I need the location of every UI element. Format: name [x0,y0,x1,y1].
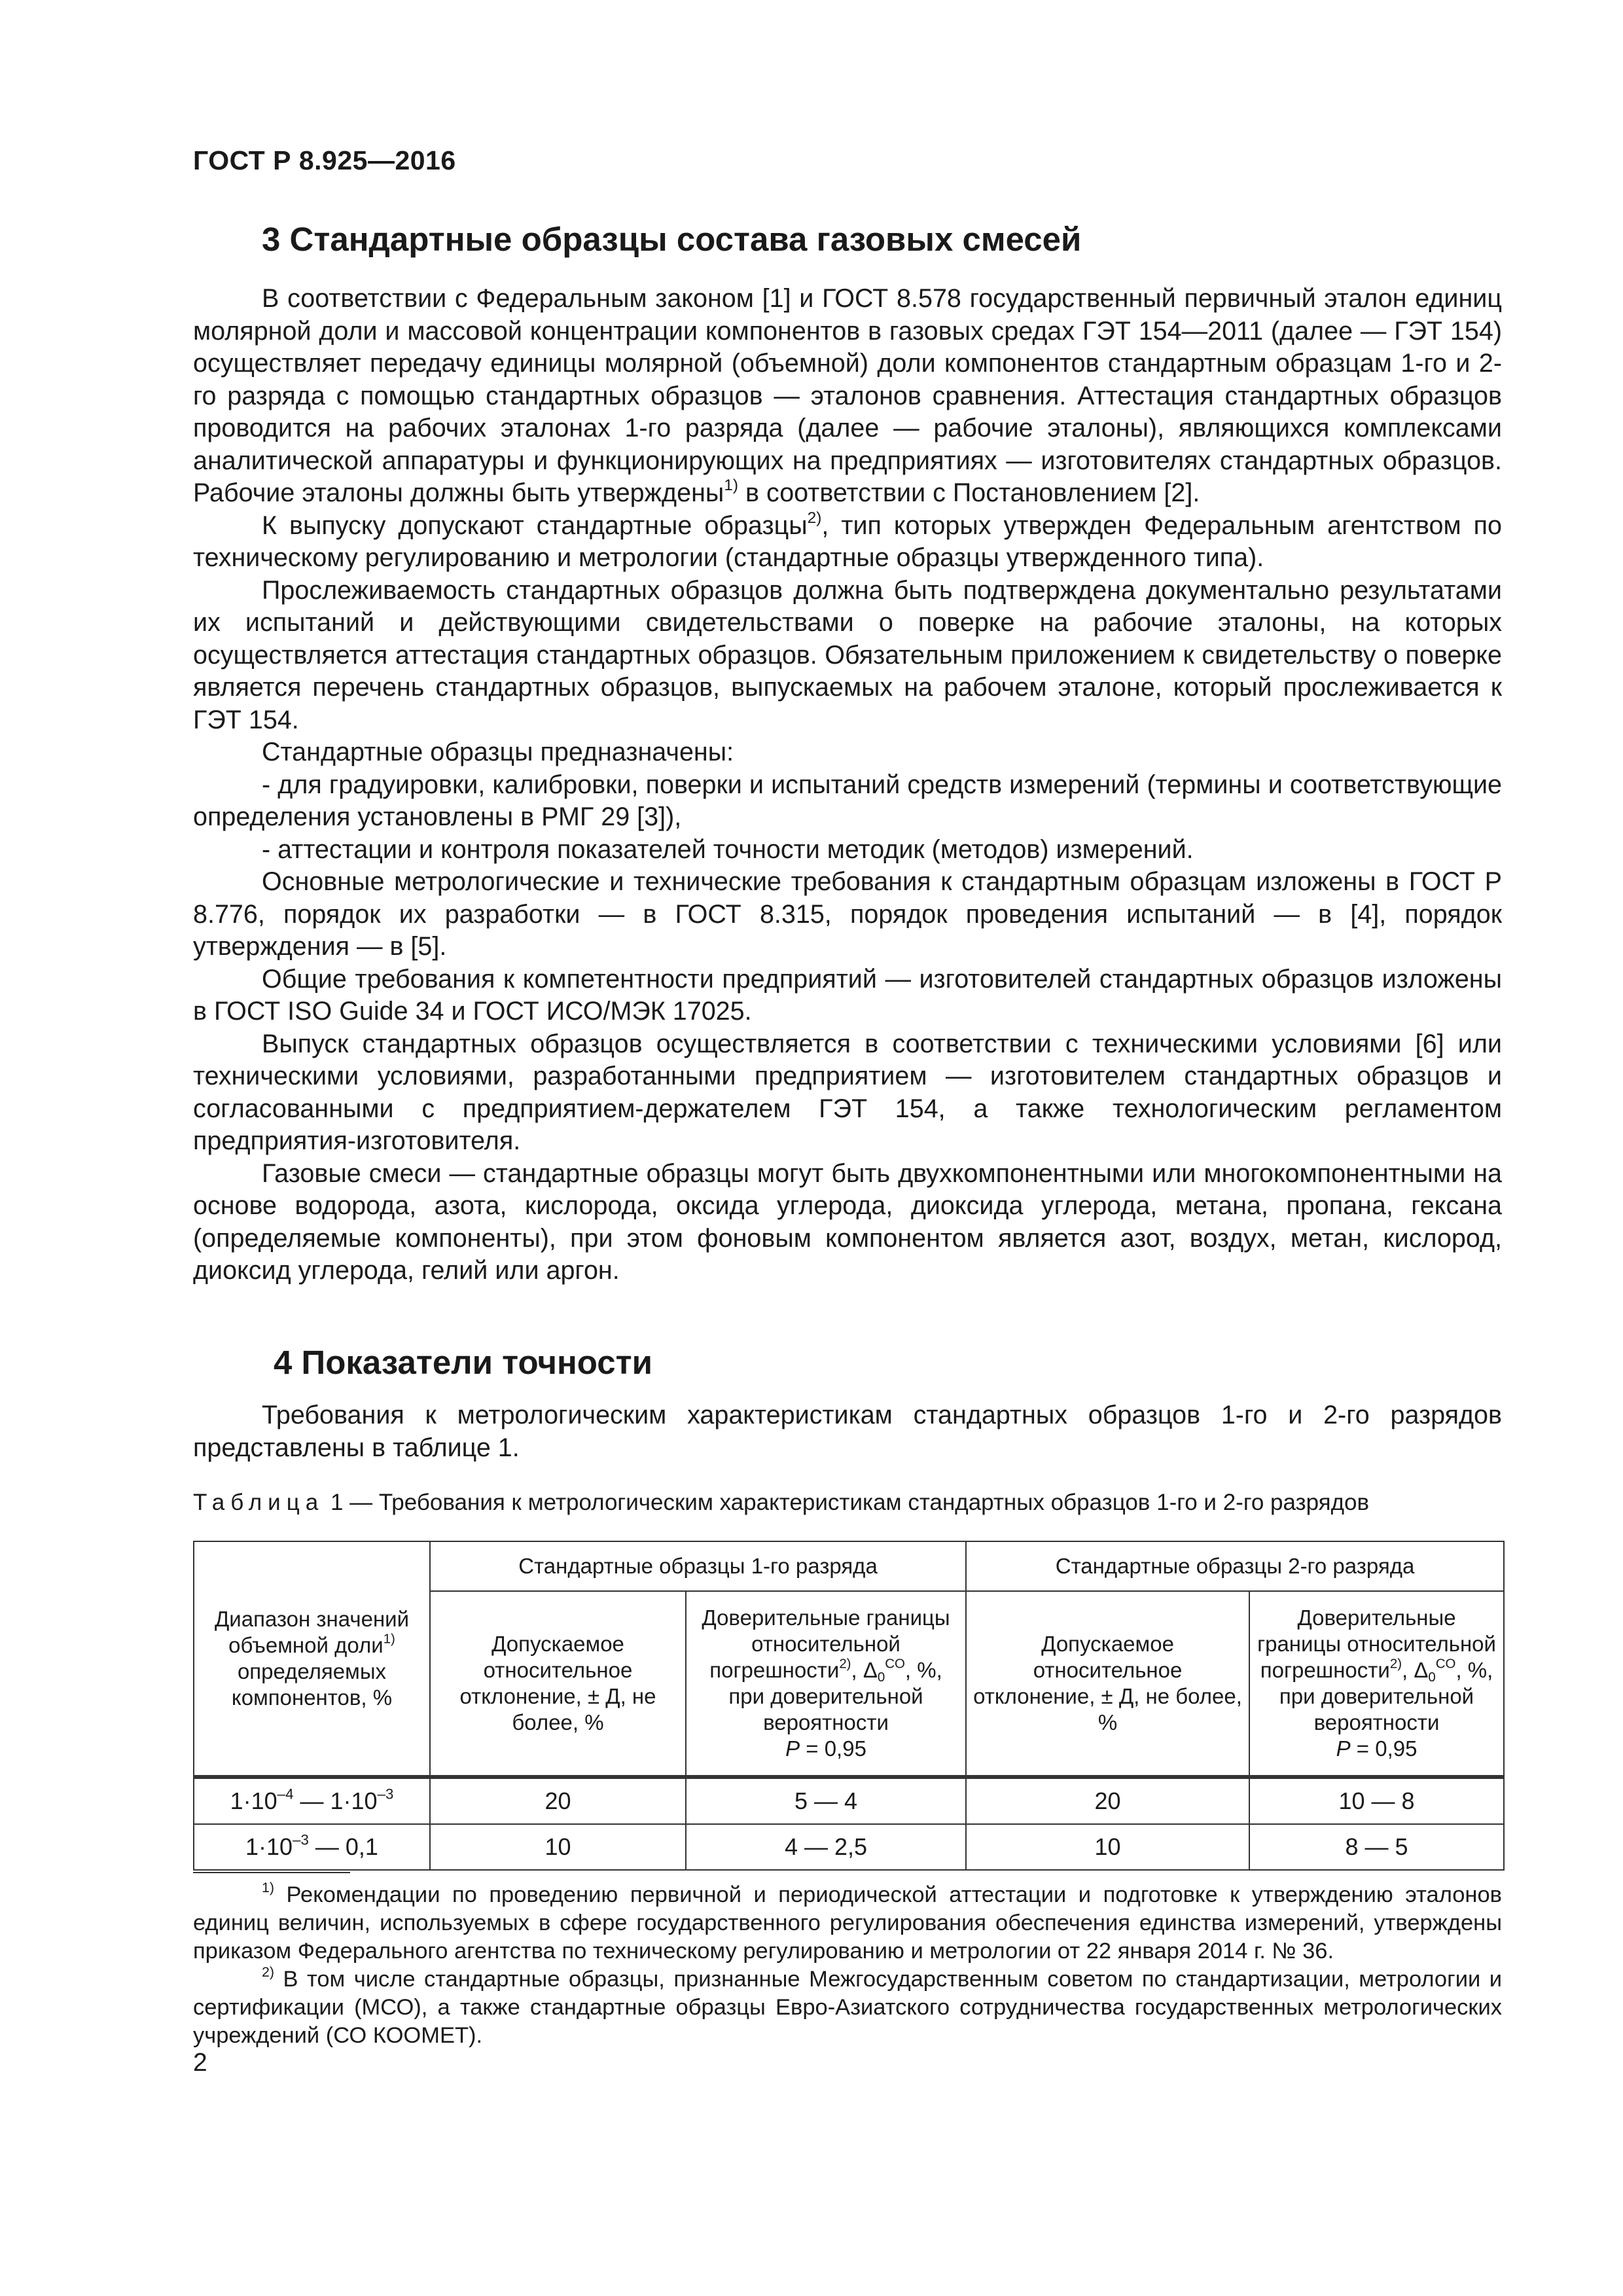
text: — 0,1 [308,1833,378,1860]
footnote-mark: 1) [262,1880,275,1896]
caption-text: 1 — Требования к метрологическим характеристикам стандартных образцов 1-го и 2-го разрядов [324,1490,1370,1515]
text: В том числе стандартные образцы, признанные Межгосударственным советом по стандартизации, метрологии и сертификации (МСО), а также стандартные образцы Евро-Азиатского сотрудничества государственных метрологических учреждений (СО КООМЕТ). [193,1967,1502,2048]
caption-label: Таблица [193,1490,325,1515]
text: = 0,95 [800,1736,866,1761]
text: , %, при доверительной вероятности [1279,1658,1493,1734]
section-3-body [193,283,1502,1287]
text: , Δ [1402,1658,1429,1682]
superscript: CO [1435,1656,1456,1672]
footnote-ref: 2) [1389,1656,1402,1672]
group-1-header: Стандартные образцы 1-го разряда [430,1541,966,1591]
paragraph: Основные метрологические и технические требования к стандартным образцам изложены в ГОСТ Р 8.776, порядок их разработки — в ГОСТ 8.315, порядок проведения испытаний — в [4], порядок утверждения — в [5]. [193,867,1502,961]
range-cell [194,1824,430,1870]
footnote-ref: 2) [807,509,822,527]
deviation-header-1: Допускаемое относительное отклонение, ± Д, не более, % [430,1591,686,1777]
exponent: –3 [377,1785,394,1803]
footnote-1 [193,1881,1502,1965]
table-header-row [194,1541,1504,1591]
footnote-divider [193,1872,350,1873]
text: , тип которых утвержден Федеральным агентством по техническому регулированию и метрологии (стандартные образцы утвержденного типа). [193,511,1503,572]
footnotes [193,1881,1502,2050]
value-cell: 4 — 2,5 [686,1824,966,1870]
text: = 0,95 [1350,1736,1418,1761]
list-item: - аттестации и контроля показателей точности методик (методов) измерений. [262,834,1194,864]
text: Диапазон значений объемной доли [214,1607,410,1657]
table-row [194,1777,1504,1824]
table-1 [193,1541,1503,1871]
footnote-ref: 2) [839,1656,851,1672]
value-cell: 20 [966,1777,1249,1824]
text: — 1·10 [293,1787,378,1814]
paragraph: Стандартные образцы предназначены: [262,738,734,766]
variable: P [1336,1736,1351,1761]
value-cell: 20 [430,1777,686,1824]
section-4-title: 4 Показатели точности [274,1344,652,1381]
page-number: 2 [193,2049,207,2077]
confidence-header-2 [1249,1591,1504,1777]
document-header: ГОСТ Р 8.925—2016 [193,145,456,175]
value-cell: 10 [430,1824,686,1870]
group-2-header: Стандартные образцы 2-го разряда [966,1541,1504,1591]
paragraph: Требования к метрологическим характеристикам стандартных образцов 1-го и 2-го разрядов представлены в таблице 1. [193,1401,1502,1462]
text: В соответствии с Федеральным законом [1] и ГОСТ 8.578 государственный первичный эталон единиц молярной доли и массовой концентрации компонентов в газовых средах ГЭТ 154—2011 (далее — ГЭТ 154) осуществляет передачу единицы молярной (объемной) доли компонентов стандартным образцам 1-го и 2-го разряда с помощью стандартных образцов — эталонов сравнения. Аттестация стандартных образцов проводится на рабочих эталонах 1-го разряда (далее — рабочие эталоны), являющихся комплексами аналитической аппаратуры и функционирующих на предприятиях — изготовителях стандартных образцов. Рабочие эталоны должны быть утверждены [193,284,1502,507]
text: Рекомендации по проведению первичной и периодической аттестации и подготовке к утверждению эталонов единиц величин, используемых в сфере государственного регулирования обеспечения единства измерений, утверждены приказом Федерального агентства по техническому регулированию и метрологии от 22 января 2014 г. № 36. [193,1882,1502,1964]
section-4-body [193,1399,1502,1464]
text: К выпуску допускают стандартные образцы [262,511,808,540]
value-cell: 10 [966,1824,1249,1870]
confidence-header-1 [686,1591,966,1777]
list-item: - для градуировки, калибровки, поверки и испытаний средств измерений (термины и соответствующие определения установлены в РМГ 29 [3]), [193,770,1502,831]
paragraph: Прослеживаемость стандартных образцов должна быть подтверждена документально результатами их испытаний и действующими свидетельствами о поверке на рабочие эталоны, на которых осуществляется аттестация стандартных образцов. Обязательным приложением к свидетельству о поверке является перечень стандартных образцов, выпускаемых на рабочем эталоне, который прослеживается к ГЭТ 154. [193,575,1502,734]
variable: P [785,1736,800,1761]
paragraph [193,283,1502,510]
text: Доверительные границы относительной погрешности [702,1605,950,1682]
section-3-title: 3 Стандартные образцы состава газовых смесей [262,221,1082,258]
text: 1·10 [245,1833,293,1860]
exponent: –3 [293,1831,309,1848]
deviation-header-2: Допускаемое относительное отклонение, ± Д, не более, % [966,1591,1249,1777]
text: в соответствии с Постановлением [2]. [738,478,1200,507]
table-caption [193,1490,1502,1516]
footnote-ref: 1) [724,476,739,494]
text: определяемых компонентов, % [231,1659,393,1710]
text: 1·10 [230,1787,277,1814]
text: , Δ [851,1658,878,1682]
value-cell: 8 — 5 [1249,1824,1504,1870]
paragraph [193,510,1502,575]
range-cell [194,1777,430,1824]
footnote-ref: 1) [383,1631,395,1647]
subscript: 0 [877,1670,885,1685]
paragraph: Выпуск стандартных образцов осуществляется в соответствии с техническими условиями [6] или техническими условиями, разработанными предприятием — изготовителем стандартных образцов и согласованными с предприятием-держателем ГЭТ 154, а также технологическим регламентом предприятия-изготовителя. [193,1029,1502,1155]
footnote-2 [193,1965,1502,2050]
paragraph: Газовые смеси — стандартные образцы могут быть двухкомпонентными или многокомпонентными на основе водорода, азота, кислорода, оксида углерода, диоксида углерода, метана, пропана, гексана (определяемые компоненты), при этом фоновым компонентом является азот, воздух, метан, кислород, диоксид углерода, гелий или аргон. [193,1158,1502,1285]
subscript: 0 [1428,1670,1436,1685]
value-cell: 10 — 8 [1249,1777,1504,1824]
text: , %, при доверительной вероятности [728,1658,942,1734]
text: Доверительные границы относительной погрешности [1257,1605,1496,1682]
exponent: –4 [277,1785,294,1803]
superscript: CO [885,1656,905,1672]
range-header [194,1541,430,1777]
table-row [194,1824,1504,1870]
paragraph: Общие требования к компетентности предприятий — изготовителей стандартных образцов изложены в ГОСТ ISO Guide 34 и ГОСТ ИСО/МЭК 17025. [193,964,1502,1026]
value-cell: 5 — 4 [686,1777,966,1824]
footnote-mark: 2) [262,1964,275,1981]
